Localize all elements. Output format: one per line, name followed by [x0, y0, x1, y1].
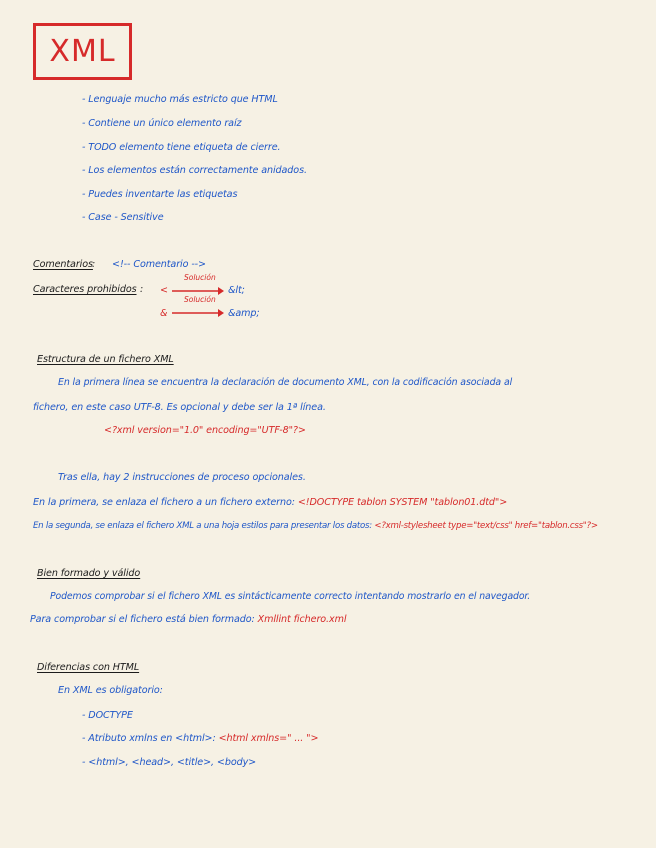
differences-item: - DOCTYPE: [82, 710, 133, 721]
structure-after: Tras ella, hay 2 instrucciones de proceso opcionales.: [58, 472, 306, 483]
second-instruction-text: En la segunda, se enlaza el fichero XML a una hoja estilos para presentar los datos:: [33, 521, 372, 531]
structure-heading: Estructura de un fichero XML: [37, 354, 174, 365]
wellformed-check-text: Para comprobar si el fichero está bien formado:: [30, 614, 255, 625]
xmllint-command: Xmllint fichero.xml: [257, 614, 347, 625]
arrow-right-icon: [172, 307, 224, 319]
intro-point: - Lenguaje mucho más estricto que HTML: [82, 94, 278, 105]
comments-colon: :: [92, 259, 96, 270]
stylesheet-code: <?xml-stylesheet type="text/css" href="tablon.css"?>: [374, 521, 598, 531]
intro-point: - Los elementos están correctamente anidados.: [82, 165, 307, 176]
intro-point: - TODO elemento tiene etiqueta de cierre.: [82, 142, 281, 153]
doctype-code: <!DOCTYPE tablon SYSTEM "tablon01.dtd">: [297, 497, 508, 508]
first-instruction: [33, 497, 507, 508]
wellformed-check: [30, 614, 346, 625]
intro-point: - Puedes inventarte las etiquetas: [82, 189, 238, 200]
first-instruction-text: En la primera, se enlaza el fichero a un fichero externo:: [33, 497, 295, 508]
prohibited-colon: :: [140, 284, 144, 295]
prohibited-char: <: [160, 285, 168, 296]
structure-line: En la primera línea se encuentra la declaración de documento XML, con la codificación asociada al: [58, 377, 513, 388]
replacement-entity: &lt;: [228, 285, 245, 296]
differences-intro: En XML es obligatorio:: [58, 685, 163, 696]
intro-point: - Contiene un único elemento raíz: [82, 118, 242, 129]
differences-item-text: - Atributo xmlns en <html>:: [82, 733, 216, 744]
title-box: [33, 23, 132, 80]
structure-line: fichero, en este caso UTF-8. Es opcional y debe ser la 1ª línea.: [33, 402, 326, 413]
comments-label: Comentarios: [33, 259, 93, 270]
prohibited-char: &: [160, 308, 168, 319]
comments-value: <!-- Comentario -->: [112, 259, 206, 270]
solution-arrow: [172, 295, 222, 319]
differences-heading: Diferencias con HTML: [37, 662, 140, 673]
wellformed-line: Podemos comprobar si el fichero XML es sintácticamente correcto intentando mostrarlo en el navegador.: [50, 591, 531, 602]
replacement-entity: &amp;: [228, 308, 260, 319]
xml-declaration: <?xml version="1.0" encoding="UTF-8"?>: [104, 425, 306, 436]
second-instruction: [33, 521, 598, 531]
differences-item: - <html>, <head>, <title>, <body>: [82, 757, 257, 768]
prohibited-label: Caracteres prohibidos: [33, 284, 137, 295]
arrow-label: Solución: [184, 295, 216, 304]
differences-item: [82, 733, 318, 744]
page-title: XML: [49, 34, 116, 69]
intro-point: - Case - Sensitive: [82, 212, 164, 223]
arrow-label: Solución: [184, 273, 216, 282]
wellformed-heading: Bien formado y válido: [37, 568, 141, 579]
xmlns-code: <html xmlns=" ... ">: [218, 733, 319, 744]
